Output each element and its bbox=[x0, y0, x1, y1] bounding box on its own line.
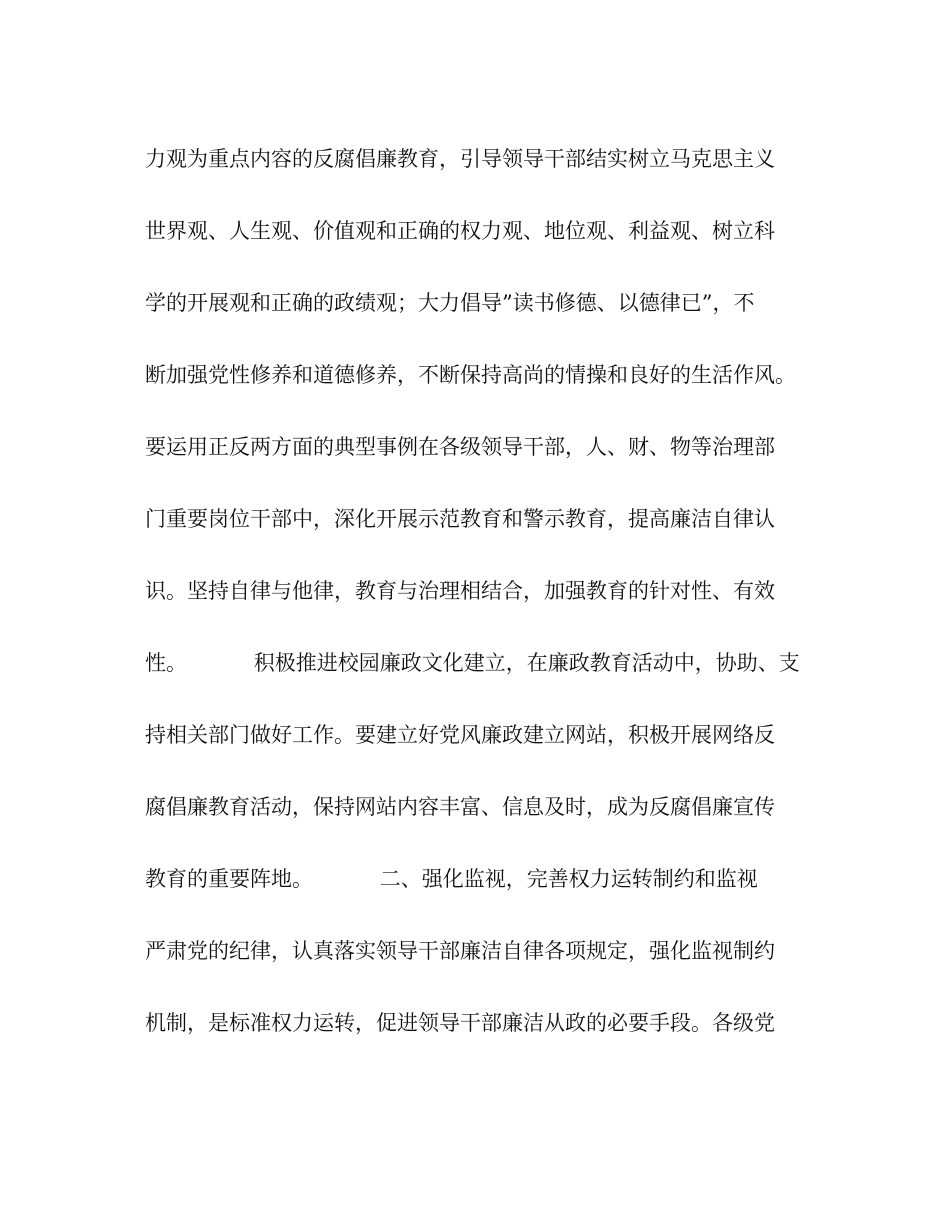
text-line: 断加强党性修养和道德修养，不断保持高尚的情操和良好的生活作风。 bbox=[145, 363, 796, 387]
text-line: 力观为重点内容的反腐倡廉教育，引导领导干部结实树立马克思主义 bbox=[145, 147, 775, 171]
text-line: 机制，是标准权力运转，促进领导干部廉洁从政的必要手段。各级党 bbox=[145, 1011, 775, 1035]
text-line: 要运用正反两方面的典型事例在各级领导干部，人、财、物等治理部 bbox=[145, 435, 775, 459]
text-line: 识。坚持自律与他律，教育与治理相结合，加强教育的针对性、有效 bbox=[145, 579, 775, 603]
text-line: 学的开展观和正确的政绩观；大力倡导”读书修德、以德律已”，不 bbox=[145, 291, 755, 315]
text-line: 门重要岗位干部中，深化开展示范教育和警示教育，提高廉洁自律认 bbox=[145, 507, 775, 531]
text-line: 腐倡廉教育活动，保持网站内容丰富、信息及时，成为反腐倡廉宣传 bbox=[145, 795, 775, 819]
text-line: 性。 积极推进校园廉政文化建立，在廉政教育活动中，协助、支 bbox=[145, 651, 800, 675]
text-line: 世界观、人生观、价值观和正确的权力观、地位观、利益观、树立科 bbox=[145, 219, 775, 243]
text-line: 严肃党的纪律，认真落实领导干部廉洁自律各项规定，强化监视制约 bbox=[145, 939, 775, 963]
text-line: 教育的重要阵地。 二、强化监视，完善权力运转制约和监视 bbox=[145, 867, 758, 891]
text-line: 持相关部门做好工作。要建立好党风廉政建立网站，积极开展网络反 bbox=[145, 723, 775, 747]
